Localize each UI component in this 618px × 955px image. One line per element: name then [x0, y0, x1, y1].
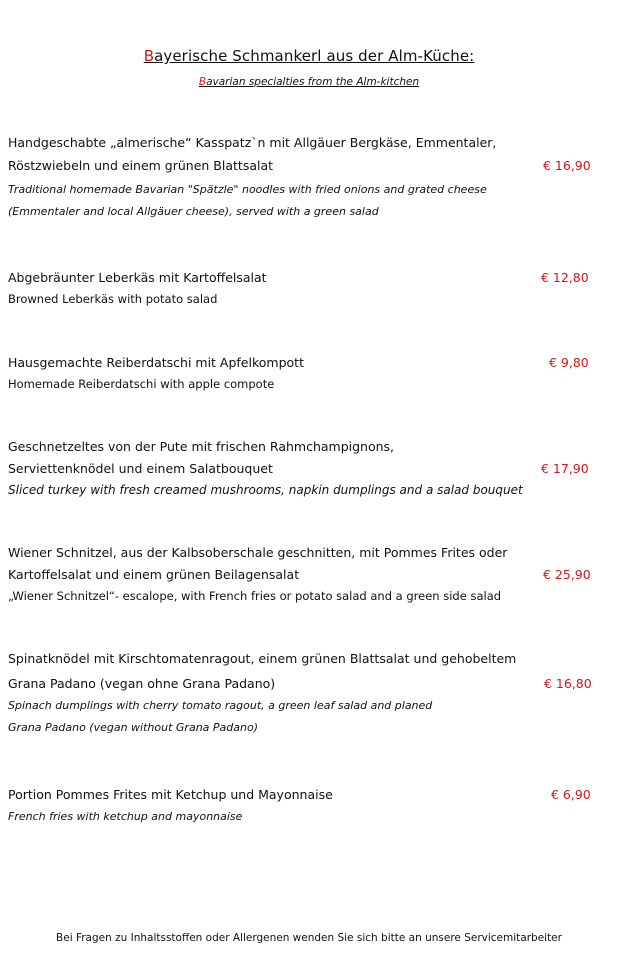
item-translation-line-2: Grana Padano (vegan without Grana Padano) [8, 721, 258, 734]
item-price: € 17,90 [541, 461, 589, 476]
subtitle-rest: avarian specialties from the Alm-kitchen [206, 76, 420, 88]
menu-title [0, 47, 618, 65]
item-translation-line-1: Sliced turkey with fresh creamed mushrooms, napkin dumplings and a salad bouquet [8, 483, 523, 497]
item-price: € 9,80 [549, 355, 589, 370]
item-name-line-2: Serviettenknödel und einem Salatbouquet [8, 461, 273, 476]
item-price: € 12,80 [541, 270, 589, 285]
item-name-line-1: Geschnetzeltes von der Pute mit frischen Rahmchampignons, [8, 439, 395, 454]
allergen-note: Bei Fragen zu Inhaltsstoffen oder Allergenen wenden Sie sich bitte an unsere Servicemitarbeiter [56, 932, 562, 944]
item-translation-line-1: Traditional homemade Bavarian "Spätzle" noodles with fried onions and grated cheese [8, 183, 487, 196]
item-price: € 16,80 [544, 676, 592, 691]
item-price: € 16,90 [543, 158, 591, 173]
item-name-line-1: Handgeschabte „almerische“ Kasspatz`n mit Allgäuer Bergkäse, Emmentaler, [8, 135, 497, 150]
item-name-line-2: Kartoffelsalat und einem grünen Beilagensalat [8, 567, 300, 582]
title-rest: ayerische Schmankerl aus der Alm-Küche: [154, 47, 475, 65]
item-translation-line-1: French fries with ketchup and mayonnaise [8, 810, 243, 823]
item-name-line-1: Portion Pommes Frites mit Ketchup und Mayonnaise [8, 787, 333, 802]
item-translation-line-1: „Wiener Schnitzel“- escalope, with French fries or potato salad and a green side salad [8, 589, 502, 603]
item-translation-line-2: (Emmentaler and local Allgäuer cheese), served with a green salad [8, 205, 379, 218]
item-translation-line-1: Spinach dumplings with cherry tomato ragout, a green leaf salad and planed [8, 699, 433, 712]
title-initial: B [143, 47, 155, 65]
item-name-line-1: Spinatknödel mit Kirschtomatenragout, einem grünen Blattsalat und gehobeltem [8, 651, 517, 666]
item-translation-line-1: Homemade Reiberdatschi with apple compote [8, 377, 275, 391]
item-name-line-1: Wiener Schnitzel, aus der Kalbsoberschale geschnitten, mit Pommes Frites oder [8, 545, 508, 560]
item-name-line-1: Hausgemachte Reiberdatschi mit Apfelkompott [8, 355, 304, 370]
subtitle-initial: B [198, 76, 207, 88]
item-name-line-2: Röstzwiebeln und einem grünen Blattsalat [8, 158, 274, 173]
item-name-line-1: Abgebräunter Leberkäs mit Kartoffelsalat [8, 270, 267, 285]
item-price: € 6,90 [551, 787, 591, 802]
item-translation-line-1: Browned Leberkäs with potato salad [8, 292, 218, 306]
item-price: € 25,90 [543, 567, 591, 582]
item-name-line-2: Grana Padano (vegan ohne Grana Padano) [8, 676, 276, 691]
menu-subtitle [0, 76, 618, 88]
